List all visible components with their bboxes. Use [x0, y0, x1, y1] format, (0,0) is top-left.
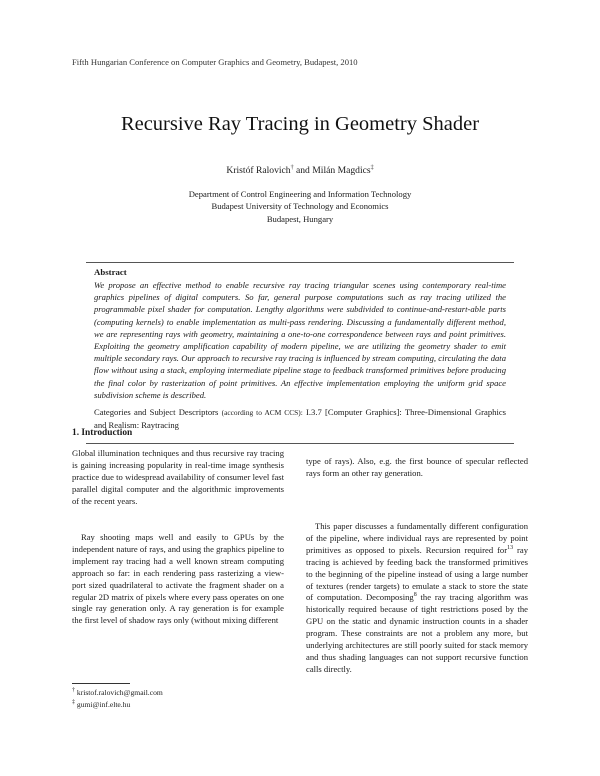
footnote-email: gumi@inf.elte.hu [76, 700, 131, 709]
abstract-bottom-rule [86, 443, 514, 444]
citation-ref: 13 [507, 544, 514, 551]
paragraph [306, 521, 528, 676]
paragraph-text: the ray tracing algorithm was historically required because of tight restrictions posed by the GPU on the static and dynamic instruction counts in a shader program. These constraints are not a problem any more, but underlying architectures are still poorly suited for stack memory and thus shading languages can not support recursive function calls directly. [306, 592, 528, 674]
affiliation [0, 188, 600, 225]
footnote-mark: † [290, 164, 294, 171]
footnote-email: kristof.ralovich@gmail.com [76, 688, 163, 697]
footnote-mark: ‡ [370, 164, 374, 171]
paragraph: Global illumination techniques and thus recursive ray tracing is gaining increasing popularity in real-time image synthesis practice due to widespread availability of consumer level fast parallel digital computer and the algorithmic improvements of the recent years. [72, 448, 284, 506]
categories-label: Categories and Subject Descriptors [94, 407, 219, 417]
citation-ref: 8 [413, 592, 417, 599]
paper-title: Recursive Ray Tracing in Geometry Shader [120, 113, 480, 135]
affiliation-line: Department of Control Engineering and Information Technology [188, 189, 412, 199]
section-heading: 1. Introduction [72, 428, 133, 438]
body-column-left [72, 448, 284, 508]
affiliation-line: Budapest, Hungary [266, 213, 334, 224]
footnote-mark: ‡ [72, 699, 75, 706]
categories-standard: (according to ACM CCS): [221, 408, 303, 417]
footnote [72, 700, 130, 709]
paragraph-text: This paper discusses a fundamentally different configuration of the pipeline, where individual rays are represented by point primitives as opposed to pixels. Recursion required for [306, 521, 528, 555]
footnote-rule [72, 683, 130, 684]
footnote [72, 688, 163, 697]
author-name: Kristóf Ralovich [226, 165, 291, 176]
abstract-heading: Abstract [94, 267, 127, 277]
author-line [0, 165, 600, 176]
abstract-text: We propose an effective method to enable recursive ray tracing triangular scenes using contemporary real-time graphics pipelines of digital computers. So far, general purpose computations such as ray tracing utilized the programmable pixel shader for computation. Lengthy algorithms were subdivided to continue-and-restart-able parts (computing kernels) to enable implementation as multi-pass rendering. Discussing a fundamentally different method, we are representing rays with geometry, maintaining a one-to-one correspondence between rays and point primitives. Exploiting the geometry amplification capability of modern pipeline, we are utilizing the geometry shader to emit multiple secondary rays. Our approach to recursive ray tracing is influenced by stream computing, circulating the data flow without using a stack, employing intermediate pipeline stage to feedback transformed primitives before producing the final color by rasterization of point primitives. An effective implementation employing the uniform grid space subdivision scheme is described. [94, 280, 506, 400]
body-column-right-cont [306, 521, 528, 676]
footnote-mark: † [72, 687, 75, 694]
author-name: Milán Magdics [312, 165, 371, 176]
paragraph: Ray shooting maps well and easily to GPUs by the independent nature of rays, and using the graphics pipeline to implement ray tracing had a well known stream computing approach so far: in each rendering pass rasterizing a view-port sized quadrilateral to activate the fragment shader on a regular 2D matrix of pixels where every pass operates on one single ray generation only. A ray generation is for example the first level of shadow rays only (without mixing different [72, 532, 284, 626]
body-column-right [306, 456, 528, 480]
conference-header: Fifth Hungarian Conference on Computer Graphics and Geometry, Budapest, 2010 [72, 57, 358, 67]
categories-text: I.3.7 [Computer Graphics]: Three-Dimensional Graphics and Realism: Raytracing [94, 407, 506, 431]
author-conjunction: and [296, 165, 310, 176]
categories-descriptors [94, 406, 506, 432]
body-column-left-cont [72, 532, 284, 627]
paragraph: type of rays). Also, e.g. the first bounce of specular reflected rays form an other ray generation. [306, 456, 528, 478]
abstract-top-rule [86, 262, 514, 263]
affiliation-line: Budapest University of Technology and Economics [211, 201, 389, 212]
paragraph-text: ray tracing is achieved by feeding back the transformed primitives to the beginning of the pipeline instead of using a large number of textures (render targets) to emulate a stack to store the state of computation. Decomposing [306, 544, 529, 603]
